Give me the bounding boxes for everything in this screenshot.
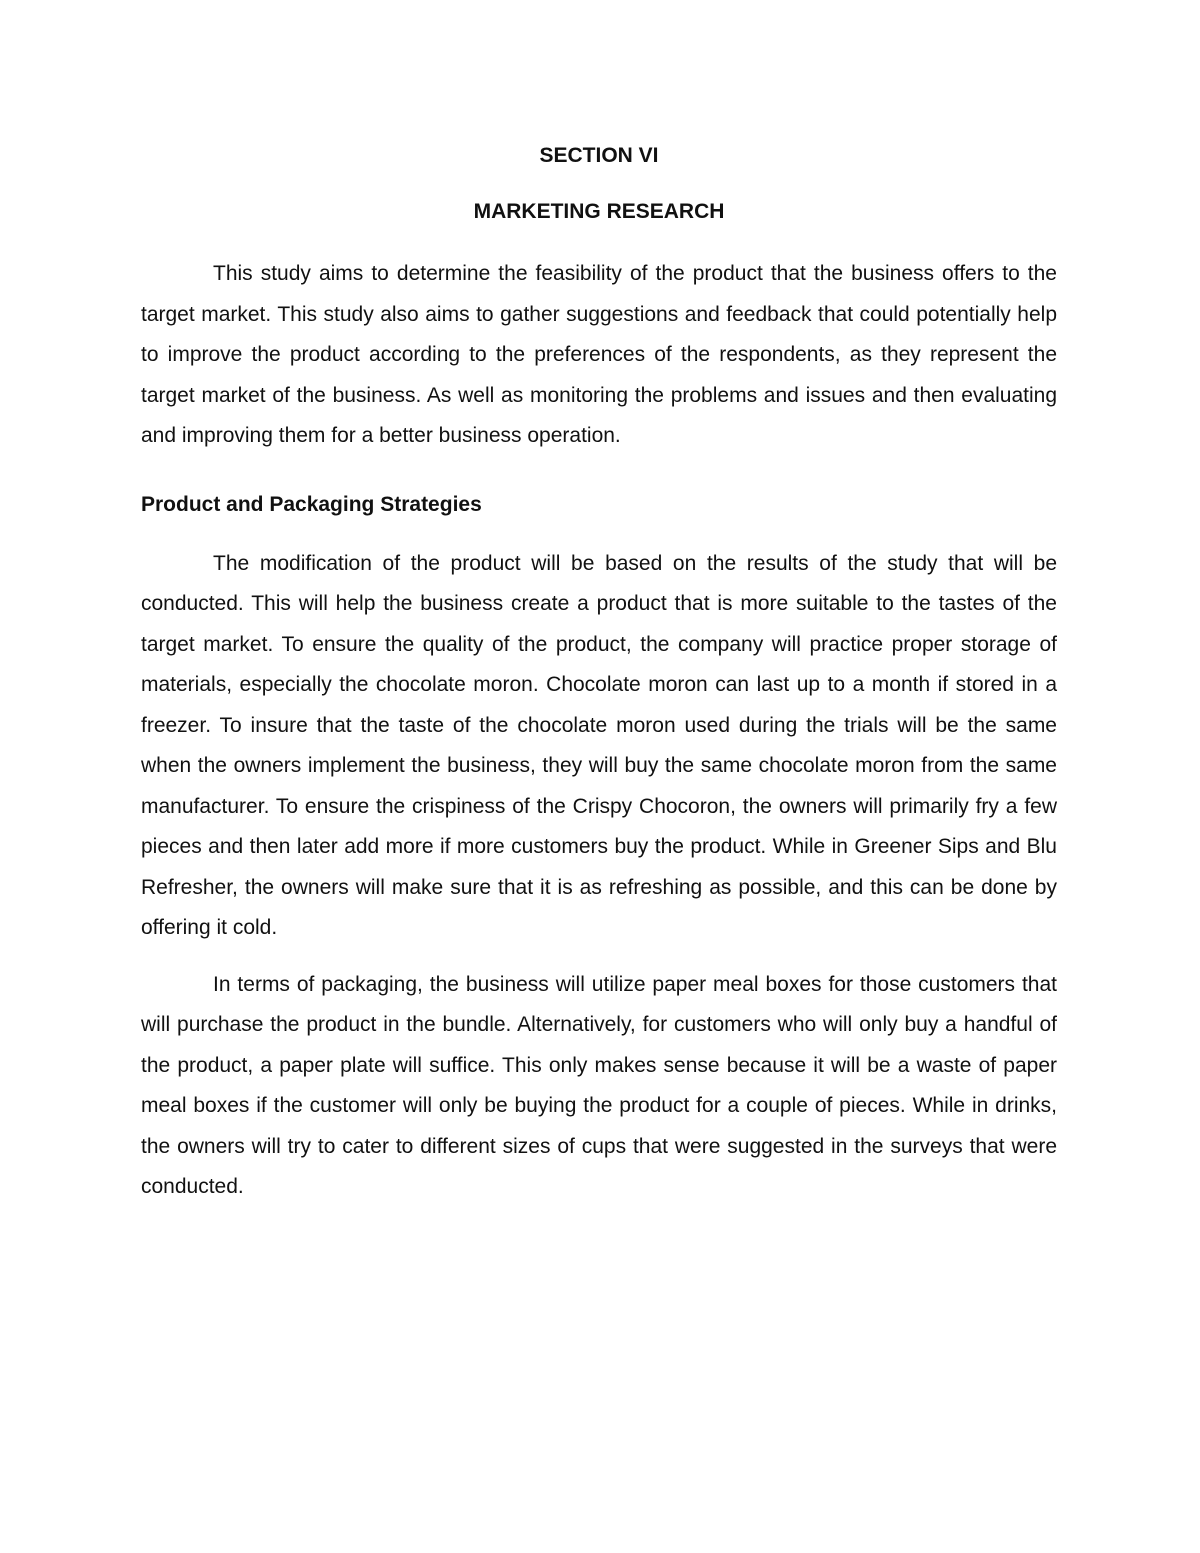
intro-paragraph: This study aims to determine the feasibility of the product that the business offers to the target market. This study also aims to gather suggestions and feedback that could potentially help to improve the product according to the preferences of the respondents, as they represent the target market of the business. As well as monitoring the problems and issues and then evaluating and improving them for a better business operation. (141, 262, 1057, 447)
product-strategy-paragraph: The modification of the product will be based on the results of the study that will be conducted. This will help the business create a product that is more suitable to the tastes of the target market. To ensure the quality of the product, the company will practice proper storage of materials, especially the chocolate moron. Chocolate moron can last up to a month if stored in a freezer. To insure that the taste of the chocolate moron used during the trials will be the same when the owners implement the business, they will buy the same chocolate moron from the same manufacturer. To ensure the crispiness of the Crispy Chocoron, the owners will primarily fry a few pieces and then later add more if more customers buy the product. While in Greener Sips and Blu Refresher, the owners will make sure that it is as refreshing as possible, and this can be done by offering it cold. (141, 551, 1057, 939)
subsection-heading: Product and Packaging Strategies (141, 492, 482, 516)
page-title: MARKETING RESEARCH (473, 200, 725, 223)
packaging-strategy-paragraph: In terms of packaging, the business will utilize paper meal boxes for those customers that will purchase the product in the bundle. Alternatively, for customers who will only buy a handful of the product, a paper plate will suffice. This only makes sense because it will be a waste of paper meal boxes if the customer will only be buying the product for a couple of pieces. While in drinks, the owners will try to cater to different sizes of cups that were suggested in the surveys that were conducted. (141, 972, 1057, 1198)
page-content (141, 141, 1057, 1208)
section-label: SECTION VI (539, 144, 659, 167)
